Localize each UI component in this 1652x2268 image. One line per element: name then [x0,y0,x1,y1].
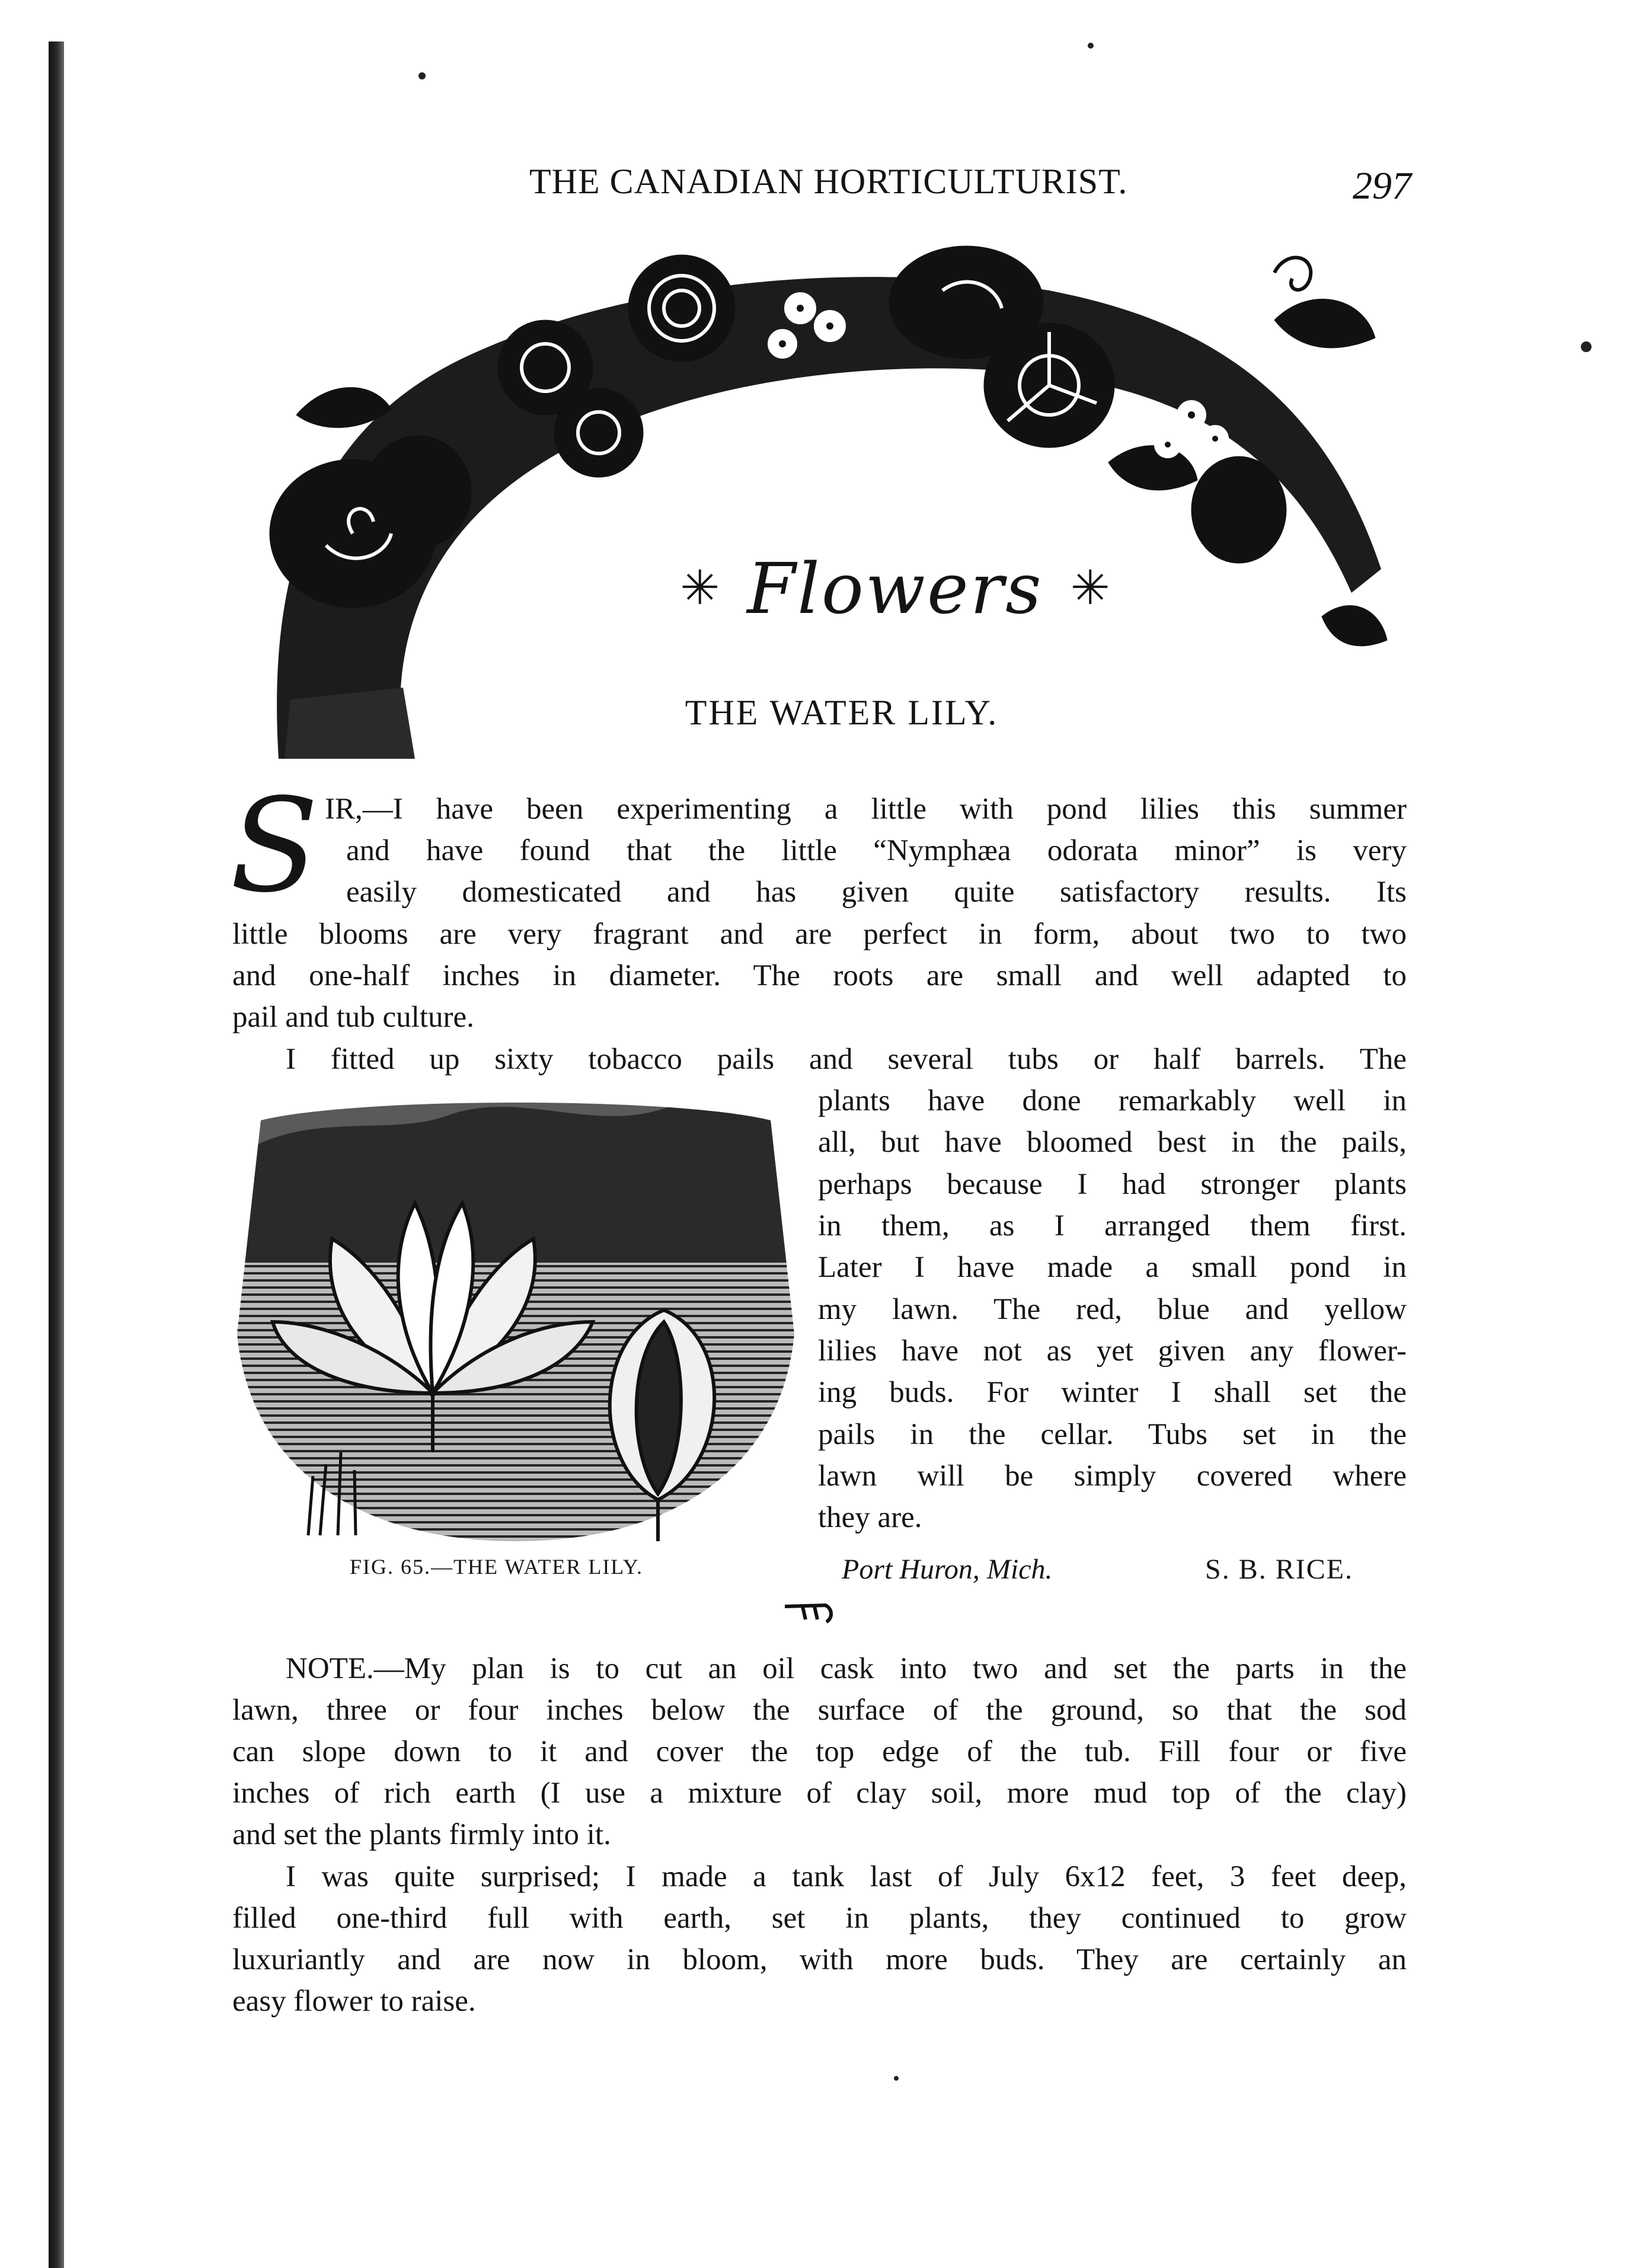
ink-speck [894,2076,899,2081]
body-line: little blooms are very fragrant and are perfect in form, about two to two [232,918,1407,951]
body-line: I fitted up sixty tobacco pails and several tubs or half barrels. The [286,1043,1407,1076]
note-line: lawn, three or four inches below the surface of the ground, so that the sod [232,1694,1407,1727]
body-line: pails in the cellar. Tubs set in the [818,1418,1407,1451]
note-line: and set the plants firmly into it. [232,1818,611,1851]
article-title: THE WATER LILY. [685,693,999,732]
body-line: pail and tub culture. [232,1001,474,1034]
note-line: NOTE.—My plan is to cut an oil cask into two and set the parts in the [286,1652,1407,1685]
body-line: perhaps because I had stronger plants [818,1168,1407,1201]
ink-speck [1088,43,1094,49]
water-lily-illustration [237,1085,794,1547]
body-line: easily domesticated and has given quite satisfactory results. Its [346,876,1407,909]
note-line: I was quite surprised; I made a tank last of July 6x12 feet, 3 feet deep, [286,1860,1407,1893]
figure-caption: FIG. 65.—THE WATER LILY. [350,1555,644,1579]
signature-place: Port Huron, Mich. [842,1554,1053,1585]
note-line: luxuriantly and are now in bloom, with more buds. They are certainly an [232,1943,1407,1976]
asterisk-ornament-right: ✳ [1070,563,1110,615]
note-line: filled one-third full with earth, set in plants, they continued to grow [232,1902,1407,1935]
body-line: all, but have bloomed best in the pails, [818,1126,1407,1159]
signature-name: S. B. RICE. [1205,1554,1354,1585]
page-number: 297 [1353,164,1411,207]
asterisk-ornament-left: ✳ [680,563,720,615]
body-line: lilies have not as yet given any flower- [818,1334,1407,1368]
body-line: lawn will be simply covered where [818,1459,1407,1493]
body-line: my lawn. The red, blue and yellow [818,1293,1407,1326]
ink-speck [1581,341,1592,352]
body-line: and have found that the little “Nymphæa odorata minor” is very [346,834,1407,867]
page-binding-edge [49,41,64,2268]
drop-cap: S [230,771,319,921]
body-line: plants have done remarkably well in [818,1084,1407,1117]
note-line: can slope down to it and cover the top edge of the tub. Fill four or five [232,1735,1407,1768]
running-title: THE CANADIAN HORTICULTURIST. [529,162,1128,201]
body-line: IR,—I have been experimenting a little with pond lilies this summer [325,793,1407,826]
body-line: and one-half inches in diameter. The roots are small and well adapted to [232,959,1407,992]
section-divider-ornament [785,1601,838,1624]
body-line: Later I have made a small pond in [818,1251,1407,1284]
body-line: ing buds. For winter I shall set the [818,1376,1407,1409]
note-line: inches of rich earth (I use a mixture of clay soil, more mud top of the clay) [232,1777,1407,1810]
section-heading [680,538,1110,639]
body-line: in them, as I arranged them first. [818,1209,1407,1242]
note-line: easy flower to raise. [232,1985,476,2018]
section-title: Flowers [747,548,1043,630]
ink-speck [418,72,426,79]
body-line: they are. [818,1501,922,1534]
flower-garland-illustration [267,237,1400,759]
